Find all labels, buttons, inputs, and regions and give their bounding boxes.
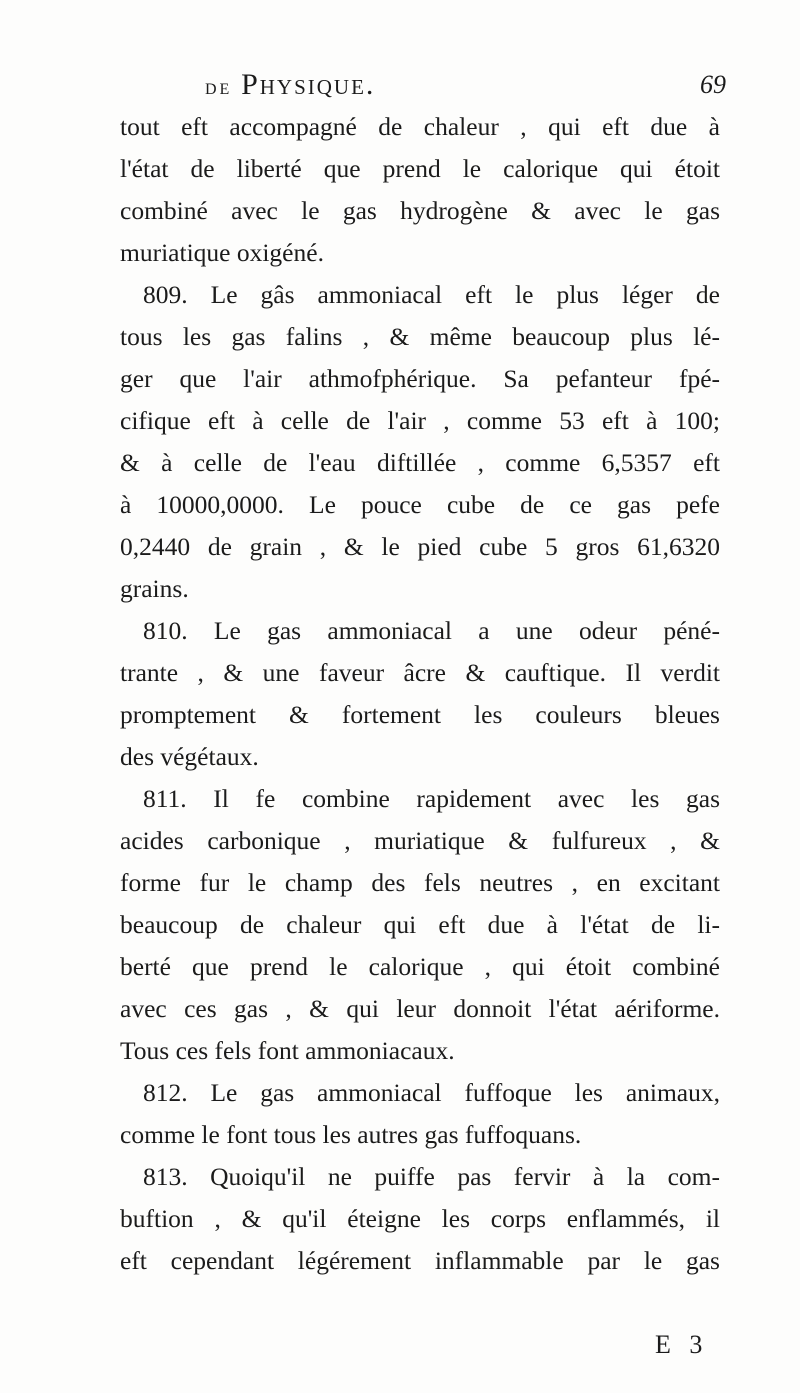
text-line: muriatique oxigéné.	[120, 238, 324, 267]
text-line: combiné avec le gas hydrogène & avec le gas	[120, 196, 720, 225]
signature-mark: E 3	[655, 1330, 709, 1359]
text-line: l'état de liberté que prend le calorique qui étoit	[120, 154, 720, 183]
text-line: trante , & une faveur âcre & cauftique. Il verdit	[120, 658, 720, 687]
text-line: berté que prend le calorique , qui étoit combiné	[120, 952, 720, 981]
text-line: & à celle de l'eau diftillée , comme 6,5357 eft	[120, 448, 720, 477]
text-line: promptement & fortement les couleurs bleues	[120, 700, 720, 729]
paragraph-812-start: 812. Le gas ammoniacal fuffoque les animaux,	[143, 1078, 720, 1107]
page-number: 69	[700, 70, 726, 99]
paragraph-810-start: 810. Le gas ammoniacal a une odeur péné-	[143, 616, 720, 645]
text-line: avec ces gas , & qui leur donnoit l'état aériforme.	[120, 994, 720, 1023]
text-line: acides carbonique , muriatique & fulfureux , &	[120, 826, 720, 855]
text-line: cifique eft à celle de l'air , comme 53 eft à 100;	[120, 406, 720, 435]
text-line: eft cependant légérement inflammable par le gas	[120, 1246, 720, 1275]
text-line: tous les gas falins , & même beaucoup plus lé-	[120, 322, 720, 351]
text-line: comme le font tous les autres gas fuffoquans.	[120, 1120, 582, 1149]
text-line: des végétaux.	[120, 742, 259, 771]
text-line: à 10000,0000. Le pouce cube de ce gas pefe	[120, 490, 720, 519]
running-head-prefix: de	[205, 74, 242, 99]
text-line: 0,2440 de grain , & le pied cube 5 gros 61,6320	[120, 532, 720, 561]
paragraph-811-start: 811. Il fe combine rapidement avec les gas	[143, 784, 720, 813]
text-line: buftion , & qu'il éteigne les corps enflammés, il	[120, 1204, 720, 1233]
paragraph-813-start: 813. Quoiqu'il ne puiffe pas fervir à la com-	[143, 1162, 720, 1191]
text-line: grains.	[120, 574, 189, 603]
text-line: beaucoup de chaleur qui eft due à l'état de li-	[120, 910, 720, 939]
text-line: Tous ces fels font ammoniacaux.	[120, 1036, 455, 1065]
running-head-title: Physique.	[241, 68, 376, 101]
text-line: forme fur le champ des fels neutres , en excitant	[120, 868, 720, 897]
text-line: tout eft accompagné de chaleur , qui eft due à	[120, 112, 720, 141]
paragraph-809-start: 809. Le gâs ammoniacal eft le plus léger de	[143, 280, 720, 309]
text-line: ger que l'air athmofphérique. Sa pefanteur fpé-	[120, 364, 720, 393]
running-head	[205, 68, 615, 102]
